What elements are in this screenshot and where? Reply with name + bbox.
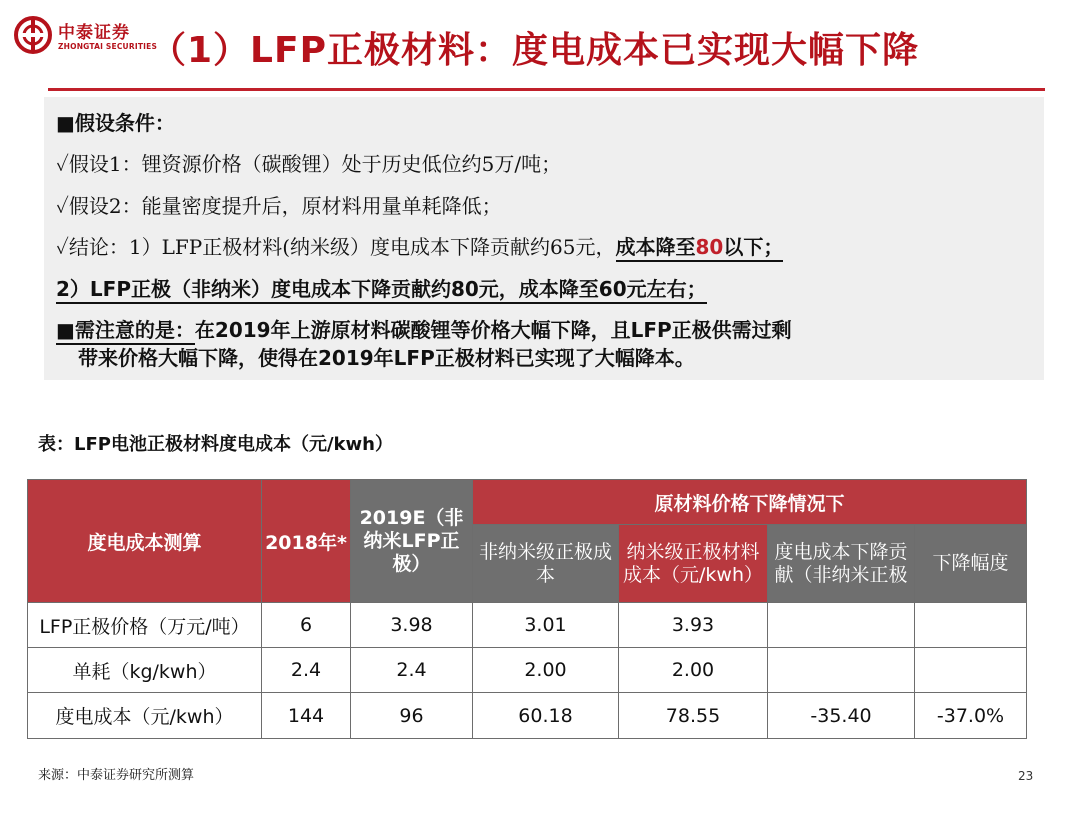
header-nano-cost: 纳米级正极材料成本（元/kwh） — [619, 525, 768, 603]
table-cell: 2.4 — [351, 648, 473, 693]
table-cell — [915, 603, 1027, 648]
header-cost-calc: 度电成本测算 — [28, 480, 262, 603]
table-row — [28, 648, 1027, 693]
assumption-2: ✓假设2：能量密度提升后，原材料用量单耗降低； — [56, 194, 502, 218]
table-cell: 3.98 — [351, 603, 473, 648]
table-cell: 78.55 — [619, 693, 768, 739]
table-row — [28, 603, 1027, 648]
conclusion-1-target-suffix: 以下； — [723, 235, 784, 259]
conclusion-2 — [56, 273, 707, 302]
table-cell — [768, 603, 915, 648]
assumptions-heading: ■假设条件： — [56, 111, 175, 135]
conclusion-1-emphasis — [616, 235, 784, 262]
table-cell: 6 — [262, 603, 351, 648]
note-line-1 — [56, 314, 792, 343]
logo-name-en: ZHONGTAI SECURITIES — [58, 42, 158, 51]
table-cell: 2.00 — [473, 648, 619, 693]
page-number: 23 — [1018, 769, 1034, 783]
table-header-row-1 — [28, 480, 1027, 525]
conclusion-1-target-label: 成本降至 — [615, 235, 696, 259]
table-cell: 3.01 — [473, 603, 619, 648]
note-line-2: 带来价格大幅下降，使得在2019年LFP正极材料已实现了大幅降本。 — [78, 346, 695, 370]
table-cell: 单耗（kg/kwh） — [28, 648, 262, 693]
assumption-1: ✓假设1：锂资源价格（碳酸锂）处于历史低位约5万/吨； — [56, 152, 562, 176]
page-title: （1）LFP正极材料：度电成本已实现大幅下降 — [150, 30, 919, 71]
table-row — [28, 693, 1027, 739]
table-cell: 3.93 — [619, 603, 768, 648]
table-cell: -35.40 — [768, 693, 915, 739]
conclusion-1-text: ✓结论：1）LFP正极材料(纳米级）度电成本下降贡献约65元， — [56, 235, 616, 259]
company-logo — [12, 10, 158, 62]
table-cell: -37.0% — [915, 693, 1027, 739]
table-cell: 60.18 — [473, 693, 619, 739]
header-cost-reduction: 度电成本下降贡献（非纳米正极 — [768, 525, 915, 603]
header-group-price-drop: 原材料价格下降情况下 — [473, 480, 1027, 525]
header-2019e: 2019E（非纳米LFP正极） — [351, 480, 473, 603]
table-cell: 96 — [351, 693, 473, 739]
conclusion-2-text: 2）LFP正极（非纳米）度电成本下降贡献约80元，成本降至60元左右； — [56, 277, 707, 304]
table-cell: 度电成本（元/kwh） — [28, 693, 262, 739]
table-caption: 表：LFP电池正极材料度电成本（元/kwh） — [38, 434, 393, 455]
table-cell: 2.4 — [262, 648, 351, 693]
conclusion-1 — [56, 231, 783, 260]
header-2018: 2018年* — [262, 480, 351, 603]
title-divider — [48, 88, 1045, 91]
header-non-nano-cost: 非纳米级正极成本 — [473, 525, 619, 603]
table-cell: LFP正极价格（万元/吨） — [28, 603, 262, 648]
logo-name-cn: 中泰证券 — [58, 23, 130, 43]
conclusion-1-target-value: 80 — [695, 235, 724, 259]
source-note: 来源：中泰证券研究所测算 — [38, 768, 195, 783]
note-text: 在2019年上游原材料碳酸锂等价格大幅下降，且LFP正极供需过剩 — [194, 318, 792, 342]
table-cell — [915, 648, 1027, 693]
table-cell: 2.00 — [619, 648, 768, 693]
table-cell — [768, 648, 915, 693]
table-cell: 144 — [262, 693, 351, 739]
header-decline-rate: 下降幅度 — [915, 525, 1027, 603]
zhongtai-logo-icon — [14, 16, 52, 54]
cost-table — [27, 479, 1027, 739]
assumptions-box — [44, 97, 1044, 380]
note-label: ■需注意的是： — [56, 318, 195, 345]
